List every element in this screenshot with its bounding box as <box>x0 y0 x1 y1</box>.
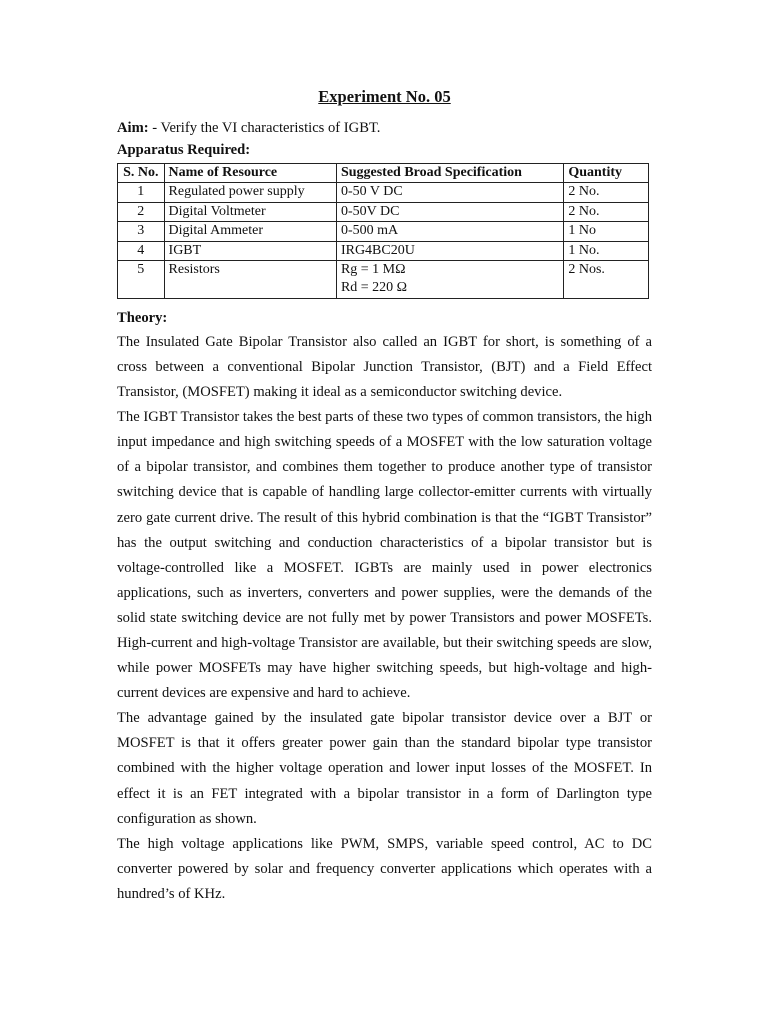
cell-spec: 0-50V DC <box>336 202 563 221</box>
cell-quantity: 2 No. <box>564 202 649 221</box>
cell-spec: 0-500 mA <box>336 222 563 241</box>
cell-spec: 0-50 V DC <box>336 183 563 202</box>
table-header-row <box>118 164 649 183</box>
theory-paragraph-1: The Insulated Gate Bipolar Transistor also called an IGBT for short, is something of a cross between a conventional Bipolar Junction Transistor, (BJT) and a Field Effect Transistor, (MOSFET) making it ideal as a semiconductor switching device. <box>117 333 652 401</box>
table-row <box>118 202 649 221</box>
cell-sno: 4 <box>118 241 165 260</box>
apparatus-table <box>117 163 649 299</box>
cell-quantity: 2 Nos. <box>564 261 649 299</box>
aim-label: Aim: <box>117 120 149 136</box>
theory-paragraph-4: The high voltage applications like PWM, SMPS, variable speed control, AC to DC converter powered by solar and frequency converter applications which operates with a hundred’s of KHz. <box>117 835 652 902</box>
header-spec: Suggested Broad Specification <box>336 164 563 183</box>
cell-spec <box>336 261 563 299</box>
cell-name: Digital Ammeter <box>164 222 336 241</box>
cell-quantity: 1 No <box>564 222 649 241</box>
theory-paragraph-2: The IGBT Transistor takes the best parts of these two types of common transistors, the high input impedance and high switching speeds of a MOSFET with the low saturation voltage of a bipolar transistor, and combines them together to produce another type of transistor switching device that is capable of handling large collector-emitter currents with virtually zero gate current drive. The result of this hybrid combination is that the “IGBT Transistor” has the output switching and conduction characteristics of a bipolar transistor but is voltage-controlled like a MOSFET. IGBTs are mainly used in power electronics applications, such as inverters, converters and power supplies, were the demands of the solid state switching device are not fully met by power Transistors and power MOSFETs. High-current and high-voltage Transistor are available, but their switching speeds are slow, while power MOSFETs may have higher switching speeds, but high-voltage and high-current devices are expensive and hard to achieve. <box>117 409 652 702</box>
header-quantity: Quantity <box>564 164 649 183</box>
experiment-title: Experiment No. 05 <box>318 87 451 106</box>
table-row <box>118 241 649 260</box>
cell-sno: 5 <box>118 261 165 299</box>
table-row <box>118 183 649 202</box>
document-page <box>117 86 652 907</box>
cell-name: IGBT <box>164 241 336 260</box>
header-sno: S. No. <box>118 164 165 183</box>
cell-name: Digital Voltmeter <box>164 202 336 221</box>
cell-sno: 3 <box>118 222 165 241</box>
header-name: Name of Resource <box>164 164 336 183</box>
theory-paragraph-3: The advantage gained by the insulated gate bipolar transistor device over a BJT or MOSFET is that it offers greater power gain than the standard bipolar type transistor combined with the higher voltage operation and lower input losses of the MOSFET. In effect it is an FET integrated with a bipolar transistor in a form of Darlington type configuration as shown. <box>117 710 652 827</box>
cell-sno: 1 <box>118 183 165 202</box>
cell-quantity: 2 No. <box>564 183 649 202</box>
apparatus-label: Apparatus Required: <box>117 142 251 158</box>
cell-sno: 2 <box>118 202 165 221</box>
cell-name: Regulated power supply <box>164 183 336 202</box>
cell-quantity: 1 No. <box>564 241 649 260</box>
spec-line-rd: Rd = 220 Ω <box>340 280 408 296</box>
aim-text: - Verify the VI characteristics of IGBT. <box>148 120 381 136</box>
theory-label: Theory: <box>117 309 168 326</box>
table-row <box>118 222 649 241</box>
table-row <box>118 261 649 299</box>
spec-line-rg: Rg = 1 MΩ <box>340 262 406 278</box>
aim-line <box>117 117 652 139</box>
cell-spec: IRG4BC20U <box>336 241 563 260</box>
cell-name: Resistors <box>164 261 336 299</box>
